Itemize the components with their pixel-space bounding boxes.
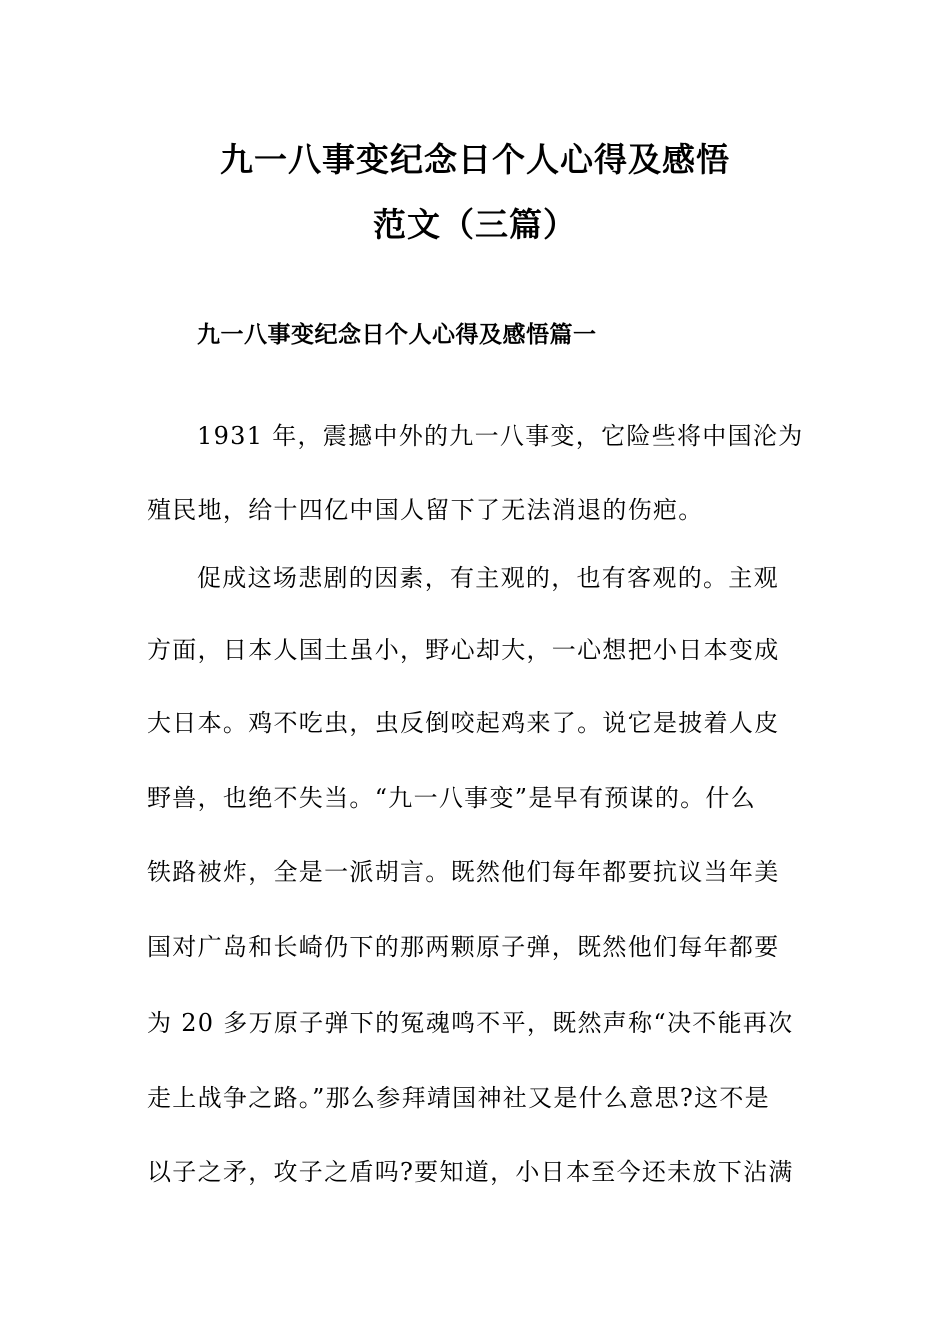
document-title-line-1: 九一八事变纪念日个人心得及感悟 <box>220 140 730 179</box>
paragraph-line: 方面，日本人国土虽小，野心却大，一心想把小日本变成 <box>147 636 780 664</box>
paragraph-line: 走上战争之路。”那么参拜靖国神社又是什么意思?这不是 <box>147 1084 770 1112</box>
paragraph-line: 以子之矛，攻子之盾吗?要知道，小日本至今还未放下沾满 <box>147 1158 794 1186</box>
document-title-line-2: 范文（三篇） <box>373 205 577 244</box>
paragraph-line: 大日本。鸡不吃虫，虫反倒咬起鸡来了。说它是披着人皮 <box>147 709 780 737</box>
paragraph-line: 野兽，也绝不失当。“九一八事变”是早有预谋的。什么 <box>147 784 757 812</box>
paragraph-line: 为 20 多万原子弹下的冤魂鸣不平，既然声称“决不能再次 <box>147 1009 794 1037</box>
section-heading: 九一八事变纪念日个人心得及感悟篇一 <box>197 322 597 348</box>
paragraph-line: 促成这场悲剧的因素，有主观的，也有客观的。主观 <box>197 564 779 592</box>
paragraph-line: 殖民地，给十四亿中国人留下了无法消退的伤疤。 <box>147 496 704 524</box>
paragraph-line: 铁路被炸，全是一派胡言。既然他们每年都要抗议当年美 <box>147 858 780 886</box>
paragraph-line: 1931 年，震撼中外的九一八事变，它险些将中国沦为 <box>197 422 804 450</box>
paragraph-line: 国对广岛和长崎仍下的那两颗原子弹，既然他们每年都要 <box>147 933 780 961</box>
